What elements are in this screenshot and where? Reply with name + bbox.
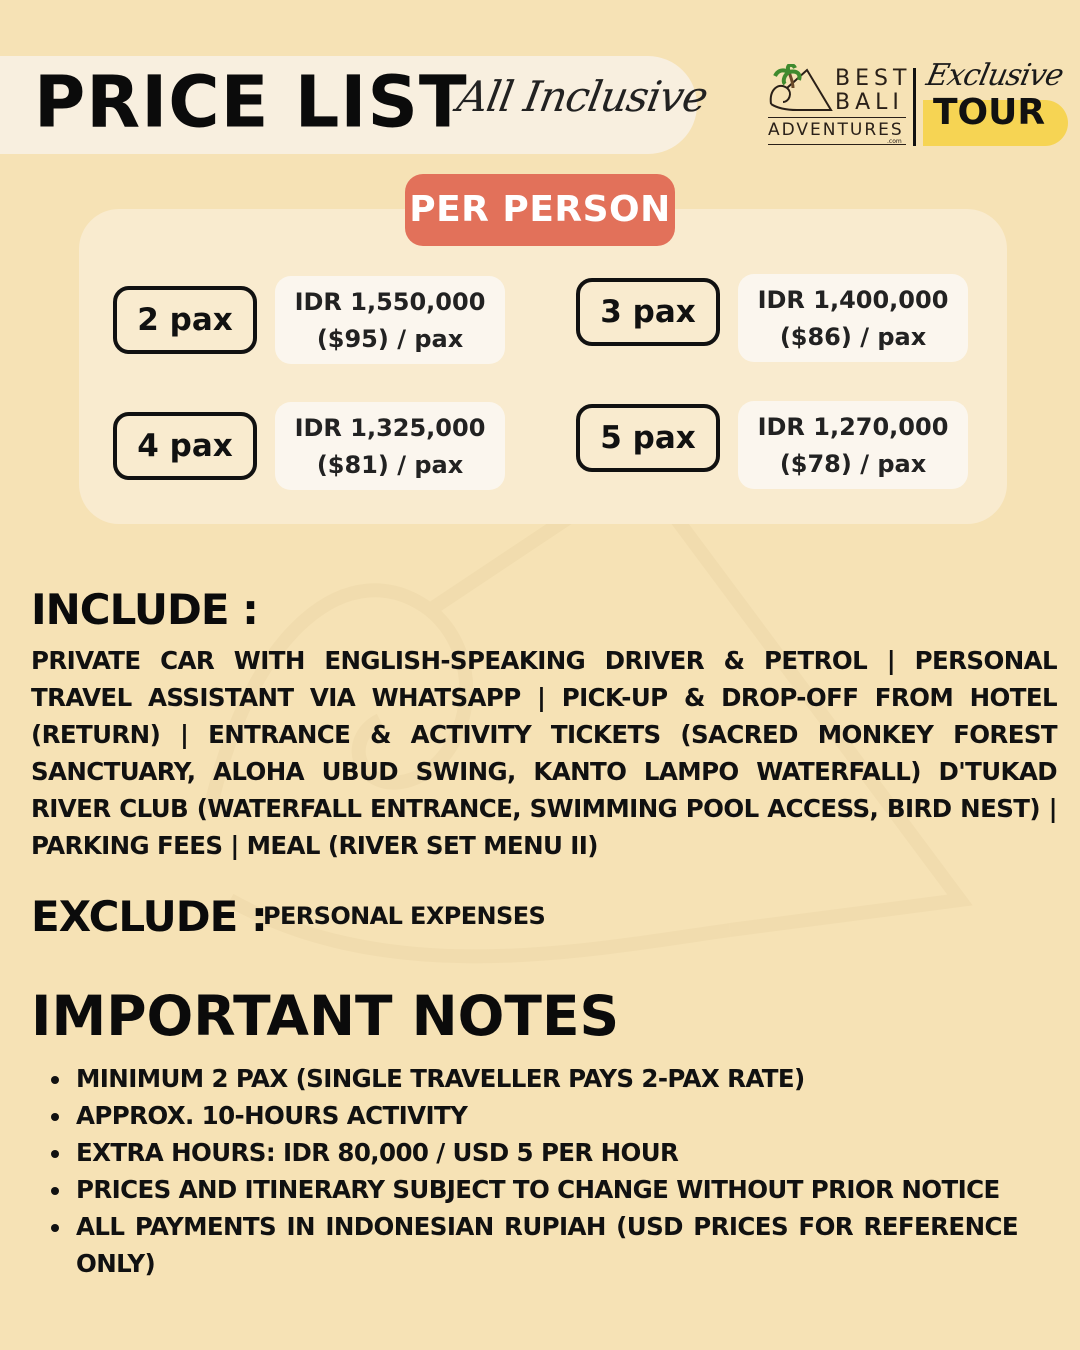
exclude-heading: EXCLUDE : (31, 892, 267, 941)
bullet-icon (51, 1113, 59, 1121)
bullet-icon (51, 1224, 59, 1232)
price-card-5-pax (738, 401, 968, 489)
bullet-icon (51, 1187, 59, 1195)
exclude-text: PERSONAL EXPENSES (263, 902, 546, 930)
note-text: APPROX. 10-HOURS ACTIVITY (76, 1101, 468, 1130)
include-text: PRIVATE CAR WITH ENGLISH-SPEAKING DRIVER & PETROL | PERSONAL TRAVEL ASSISTANT VIA WHATSAPP | PICK-UP & DROP-OFF FROM HOTEL (RETURN) | ENTRANCE & ACTIVITY TICKETS (SACRED MONKEY FOREST SANCTUARY, ALOHA UBUD SWING, KANTO LAMPO WATERFALL) D'TUKAD RIVER CLUB (WATERFALL ENTRANCE, SWIMMING POOL ACCESS, BIRD NEST) | PARKING FEES | MEAL (RIVER SET MENU II) (31, 646, 1057, 860)
price-idr: IDR 1,400,000 (757, 286, 949, 314)
note-item (48, 1060, 1018, 1097)
tour-text: TOUR (933, 92, 1046, 133)
logo-rule-top (768, 117, 906, 118)
logo-text-adventures: ADVENTURES (768, 120, 904, 140)
note-text: EXTRA HOURS: IDR 80,000 / USD 5 PER HOUR (76, 1138, 679, 1167)
pax-label-5: 5 pax (576, 404, 720, 472)
brand-logo (765, 58, 1066, 150)
price-usd: ($95) / pax (316, 325, 464, 353)
note-item (48, 1097, 1018, 1134)
price-card-4-pax (275, 402, 505, 490)
note-text: MINIMUM 2 PAX (SINGLE TRAVELLER PAYS 2-PAX RATE) (76, 1064, 805, 1093)
important-notes-heading: IMPORTANT NOTES (31, 984, 620, 1048)
page-title: PRICE LIST (34, 60, 468, 144)
note-item (48, 1208, 1018, 1282)
per-person-badge: PER PERSON (405, 174, 675, 246)
price-usd: ($78) / pax (779, 450, 927, 478)
pax-label-3: 3 pax (576, 278, 720, 346)
pax-label-4: 4 pax (113, 412, 257, 480)
price-card-3-pax (738, 274, 968, 362)
logo-text-bali: BALI (835, 90, 904, 115)
logo-text-best: BEST (835, 66, 912, 91)
logo-text-domain: .com (887, 138, 902, 145)
price-card-2-pax (275, 276, 505, 364)
note-text: PRICES AND ITINERARY SUBJECT TO CHANGE WITHOUT PRIOR NOTICE (76, 1175, 1000, 1204)
bullet-icon (51, 1076, 59, 1084)
notes-list (48, 1060, 1018, 1282)
price-idr: IDR 1,325,000 (294, 414, 486, 442)
logo-rule-bottom (768, 144, 906, 145)
note-item (48, 1134, 1018, 1171)
logo-divider (913, 68, 916, 146)
price-idr: IDR 1,550,000 (294, 288, 486, 316)
price-usd: ($81) / pax (316, 451, 464, 479)
price-idr: IDR 1,270,000 (757, 413, 949, 441)
note-item (48, 1171, 1018, 1208)
exclusive-script-text: Exclusive (923, 58, 1066, 93)
bullet-icon (51, 1150, 59, 1158)
include-heading: INCLUDE : (31, 585, 258, 634)
pax-label-2: 2 pax (113, 286, 257, 354)
page-subtitle-script: All Inclusive (453, 72, 712, 121)
palm-mountain-wave-icon (767, 64, 833, 114)
price-usd: ($86) / pax (779, 323, 927, 351)
note-text: ALL PAYMENTS IN INDONESIAN RUPIAH (USD PRICES FOR REFERENCE ONLY) (76, 1212, 1018, 1278)
